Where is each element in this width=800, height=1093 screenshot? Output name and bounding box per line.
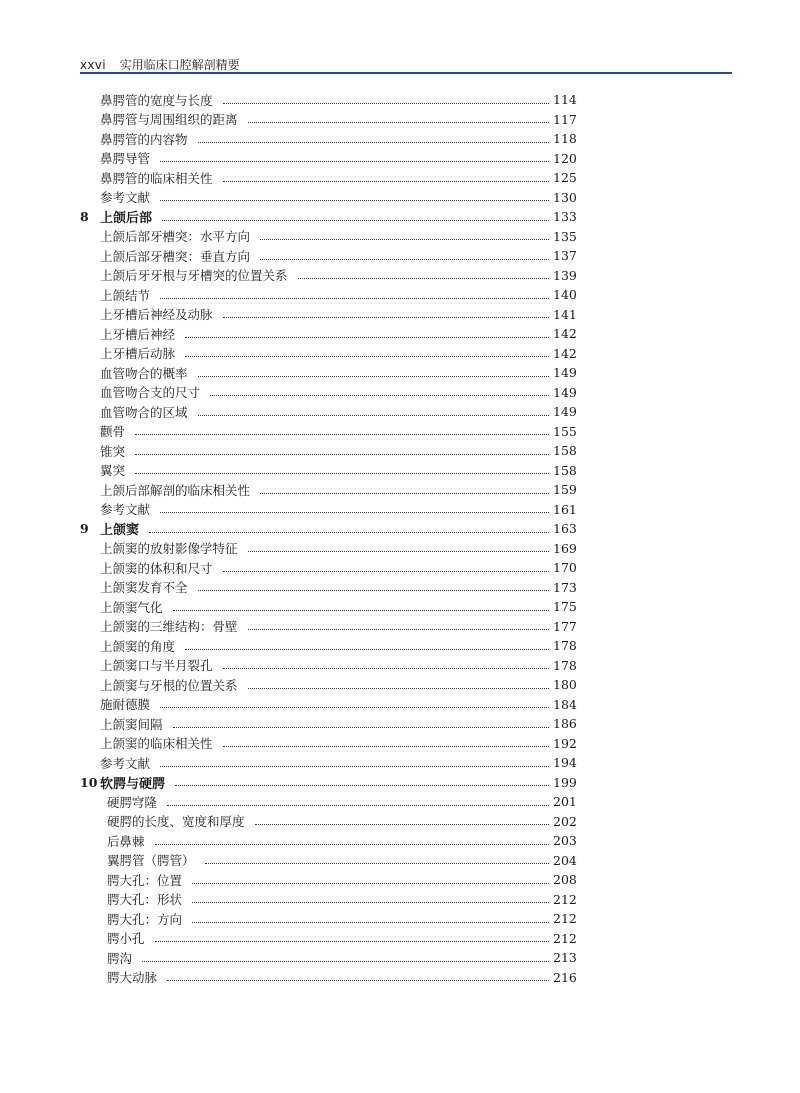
dot-leader bbox=[205, 862, 549, 864]
toc-section-entry bbox=[80, 597, 575, 617]
dot-leader bbox=[198, 414, 549, 416]
entry-page-number: 149 bbox=[553, 384, 577, 400]
entry-page-number: 137 bbox=[553, 248, 577, 264]
toc-section-entry bbox=[80, 753, 575, 773]
entry-page-number: 178 bbox=[553, 657, 577, 673]
entry-page-number: 173 bbox=[553, 579, 577, 595]
dot-leader bbox=[248, 628, 549, 630]
dot-leader bbox=[155, 843, 549, 845]
entry-title: 上颌窦的角度 bbox=[100, 638, 176, 654]
entry-title: 上颌后部解剖的临床相关性 bbox=[100, 482, 251, 498]
entry-page-number: 125 bbox=[553, 170, 577, 186]
entry-page-number: 180 bbox=[553, 677, 577, 693]
dot-leader bbox=[173, 609, 549, 611]
toc-section-entry bbox=[80, 636, 575, 656]
toc-section-entry bbox=[80, 344, 575, 364]
dot-leader bbox=[248, 550, 549, 552]
entry-title: 上颌窦的临床相关性 bbox=[100, 736, 213, 752]
entry-page-number: 142 bbox=[553, 326, 577, 342]
toc-section-entry bbox=[80, 461, 575, 481]
entry-title: 参考文献 bbox=[100, 502, 151, 518]
header-page-number: xxvi bbox=[80, 58, 106, 72]
entry-title: 上颌窦与牙根的位置关系 bbox=[100, 677, 238, 693]
entry-title: 腭沟 bbox=[107, 950, 133, 966]
entry-page-number: 199 bbox=[553, 774, 577, 790]
toc-section-entry bbox=[80, 578, 575, 598]
entry-title: 上牙槽后神经 bbox=[100, 326, 176, 342]
toc-section-entry bbox=[80, 558, 575, 578]
dot-leader bbox=[223, 745, 549, 747]
entry-title: 后鼻棘 bbox=[107, 833, 145, 849]
entry-title: 上颌窦 bbox=[100, 523, 140, 539]
entry-title: 腭大动脉 bbox=[107, 970, 158, 986]
dot-leader bbox=[260, 258, 549, 260]
dot-leader bbox=[160, 199, 549, 201]
entry-page-number: 186 bbox=[553, 716, 577, 732]
toc-section-entry bbox=[80, 266, 575, 286]
dot-leader bbox=[162, 219, 549, 221]
dot-leader bbox=[160, 511, 549, 513]
toc-section-entry bbox=[80, 695, 575, 715]
toc-section-entry bbox=[80, 675, 575, 695]
entry-page-number: 142 bbox=[553, 345, 577, 361]
toc-section-entry bbox=[80, 227, 575, 247]
toc-section-entry bbox=[80, 831, 575, 851]
entry-title: 翼突 bbox=[100, 463, 126, 479]
entry-page-number: 135 bbox=[553, 228, 577, 244]
entry-page-number: 212 bbox=[553, 930, 577, 946]
entry-page-number: 117 bbox=[553, 111, 577, 127]
entry-title: 鼻腭管的内容物 bbox=[100, 131, 188, 147]
entry-title: 参考文献 bbox=[100, 755, 151, 771]
toc-section-entry bbox=[80, 792, 575, 812]
dot-leader bbox=[255, 823, 549, 825]
toc-section-entry bbox=[80, 285, 575, 305]
entry-title: 上颌结节 bbox=[100, 287, 151, 303]
entry-title: 腭大孔：位置 bbox=[107, 872, 183, 888]
dot-leader bbox=[167, 804, 549, 806]
toc-section-entry bbox=[80, 129, 575, 149]
dot-leader bbox=[223, 667, 549, 669]
entry-page-number: 208 bbox=[553, 872, 577, 888]
dot-leader bbox=[167, 979, 549, 981]
dot-leader bbox=[198, 375, 549, 377]
toc-section-entry bbox=[80, 539, 575, 559]
entry-title: 上颌窦发育不全 bbox=[100, 580, 188, 596]
entry-title: 硬腭穹隆 bbox=[107, 794, 158, 810]
dot-leader bbox=[260, 492, 549, 494]
toc-section-entry bbox=[80, 929, 575, 949]
entry-page-number: 194 bbox=[553, 755, 577, 771]
entry-title: 上颌窦间隔 bbox=[100, 716, 163, 732]
entry-title: 鼻腭管的临床相关性 bbox=[100, 170, 213, 186]
entry-title: 腭大孔：形状 bbox=[107, 892, 183, 908]
toc-section-entry bbox=[80, 890, 575, 910]
toc-section-entry bbox=[80, 870, 575, 890]
dot-leader bbox=[155, 940, 549, 942]
dot-leader bbox=[149, 531, 549, 533]
entry-title: 硬腭的长度、宽度和厚度 bbox=[107, 814, 245, 830]
entry-page-number: 149 bbox=[553, 365, 577, 381]
entry-title: 鼻腭导管 bbox=[100, 151, 151, 167]
entry-page-number: 177 bbox=[553, 618, 577, 634]
entry-title: 上颌后部牙槽突：垂直方向 bbox=[100, 248, 251, 264]
entry-page-number: 140 bbox=[553, 287, 577, 303]
dot-leader bbox=[223, 180, 549, 182]
entry-title: 鼻腭管的宽度与长度 bbox=[100, 92, 213, 108]
chapter-number: 9 bbox=[80, 521, 89, 537]
toc-section-entry bbox=[80, 246, 575, 266]
dot-leader bbox=[198, 141, 549, 143]
entry-page-number: 158 bbox=[553, 443, 577, 459]
dot-leader bbox=[135, 433, 549, 435]
dot-leader bbox=[192, 921, 549, 923]
entry-page-number: 204 bbox=[553, 852, 577, 868]
entry-page-number: 139 bbox=[553, 267, 577, 283]
entry-title: 上牙槽后动脉 bbox=[100, 346, 176, 362]
toc-chapter-entry bbox=[80, 773, 575, 793]
entry-page-number: 155 bbox=[553, 423, 577, 439]
entry-title: 上颌后部牙槽突：水平方向 bbox=[100, 229, 251, 245]
toc-section-entry bbox=[80, 110, 575, 130]
toc-chapter-entry bbox=[80, 207, 575, 227]
entry-title: 上颌窦的放射影像学特征 bbox=[100, 541, 238, 557]
dot-leader bbox=[192, 882, 549, 884]
dot-leader bbox=[192, 901, 549, 903]
toc-section-entry bbox=[80, 734, 575, 754]
entry-page-number: 169 bbox=[553, 540, 577, 556]
dot-leader bbox=[210, 394, 549, 396]
toc-section-entry bbox=[80, 909, 575, 929]
entry-page-number: 216 bbox=[553, 969, 577, 985]
dot-leader bbox=[142, 960, 549, 962]
entry-title: 上颌后部 bbox=[100, 211, 153, 227]
toc-section-entry bbox=[80, 383, 575, 403]
entry-title: 上颌窦的体积和尺寸 bbox=[100, 560, 213, 576]
entry-page-number: 212 bbox=[553, 891, 577, 907]
entry-page-number: 203 bbox=[553, 833, 577, 849]
toc-section-entry bbox=[80, 441, 575, 461]
dot-leader bbox=[185, 336, 549, 338]
dot-leader bbox=[160, 297, 549, 299]
entry-title: 腭小孔 bbox=[107, 931, 145, 947]
dot-leader bbox=[160, 765, 549, 767]
entry-page-number: 178 bbox=[553, 638, 577, 654]
dot-leader bbox=[185, 355, 549, 357]
entry-page-number: 192 bbox=[553, 735, 577, 751]
entry-page-number: 184 bbox=[553, 696, 577, 712]
toc-section-entry bbox=[80, 363, 575, 383]
chapter-number: 10 bbox=[80, 774, 98, 790]
dot-leader bbox=[175, 784, 549, 786]
toc-section-entry bbox=[80, 656, 575, 676]
entry-page-number: 163 bbox=[553, 521, 577, 537]
entry-page-number: 161 bbox=[553, 501, 577, 517]
header-book-title: 实用临床口腔解剖精要 bbox=[119, 58, 240, 72]
toc-section-entry bbox=[80, 968, 575, 988]
entry-title: 翼腭管（腭管） bbox=[107, 853, 195, 869]
dot-leader bbox=[198, 589, 549, 591]
entry-title: 上颌窦的三维结构：骨壁 bbox=[100, 619, 238, 635]
entry-title: 上颌后牙牙根与牙槽突的位置关系 bbox=[100, 268, 288, 284]
dot-leader bbox=[185, 648, 549, 650]
toc-section-entry bbox=[80, 617, 575, 637]
dot-leader bbox=[135, 472, 549, 474]
toc-section-entry bbox=[80, 500, 575, 520]
dot-leader bbox=[223, 570, 549, 572]
toc-section-entry bbox=[80, 149, 575, 169]
entry-page-number: 212 bbox=[553, 911, 577, 927]
dot-leader bbox=[298, 277, 549, 279]
entry-title: 血管吻合支的尺寸 bbox=[100, 385, 201, 401]
dot-leader bbox=[248, 687, 549, 689]
header-rule bbox=[80, 72, 732, 74]
entry-title: 鼻腭管与周围组织的距离 bbox=[100, 112, 238, 128]
chapter-number: 8 bbox=[80, 209, 89, 225]
entry-page-number: 201 bbox=[553, 794, 577, 810]
entry-page-number: 149 bbox=[553, 404, 577, 420]
entry-title: 参考文献 bbox=[100, 190, 151, 206]
toc-section-entry bbox=[80, 851, 575, 871]
toc-section-entry bbox=[80, 324, 575, 344]
entry-page-number: 213 bbox=[553, 950, 577, 966]
entry-title: 锥突 bbox=[100, 443, 126, 459]
toc-section-entry bbox=[80, 188, 575, 208]
table-of-contents bbox=[80, 90, 575, 987]
toc-section-entry bbox=[80, 305, 575, 325]
entry-title: 上牙槽后神经及动脉 bbox=[100, 307, 213, 323]
toc-section-entry bbox=[80, 402, 575, 422]
entry-title: 血管吻合的概率 bbox=[100, 365, 188, 381]
toc-section-entry bbox=[80, 480, 575, 500]
toc-section-entry bbox=[80, 168, 575, 188]
entry-title: 腭大孔：方向 bbox=[107, 911, 183, 927]
entry-title: 上颌窦气化 bbox=[100, 599, 163, 615]
dot-leader bbox=[160, 706, 549, 708]
entry-page-number: 175 bbox=[553, 599, 577, 615]
dot-leader bbox=[223, 102, 549, 104]
entry-title: 颧骨 bbox=[100, 424, 126, 440]
entry-title: 软腭与硬腭 bbox=[100, 776, 166, 792]
dot-leader bbox=[160, 160, 549, 162]
toc-section-entry bbox=[80, 714, 575, 734]
entry-page-number: 141 bbox=[553, 306, 577, 322]
dot-leader bbox=[173, 726, 549, 728]
entry-title: 施耐德膜 bbox=[100, 697, 151, 713]
entry-page-number: 114 bbox=[553, 92, 577, 108]
entry-title: 血管吻合的区域 bbox=[100, 404, 188, 420]
toc-section-entry bbox=[80, 90, 575, 110]
entry-page-number: 202 bbox=[553, 813, 577, 829]
entry-page-number: 170 bbox=[553, 560, 577, 576]
dot-leader bbox=[223, 316, 549, 318]
toc-section-entry bbox=[80, 812, 575, 832]
dot-leader bbox=[260, 238, 549, 240]
entry-page-number: 158 bbox=[553, 462, 577, 478]
entry-page-number: 159 bbox=[553, 482, 577, 498]
dot-leader bbox=[135, 453, 549, 455]
dot-leader bbox=[248, 121, 549, 123]
toc-chapter-entry bbox=[80, 519, 575, 539]
entry-page-number: 133 bbox=[553, 209, 577, 225]
entry-page-number: 118 bbox=[553, 131, 577, 147]
entry-page-number: 120 bbox=[553, 150, 577, 166]
toc-section-entry bbox=[80, 422, 575, 442]
entry-page-number: 130 bbox=[553, 189, 577, 205]
entry-title: 上颌窦口与半月裂孔 bbox=[100, 658, 213, 674]
toc-section-entry bbox=[80, 948, 575, 968]
